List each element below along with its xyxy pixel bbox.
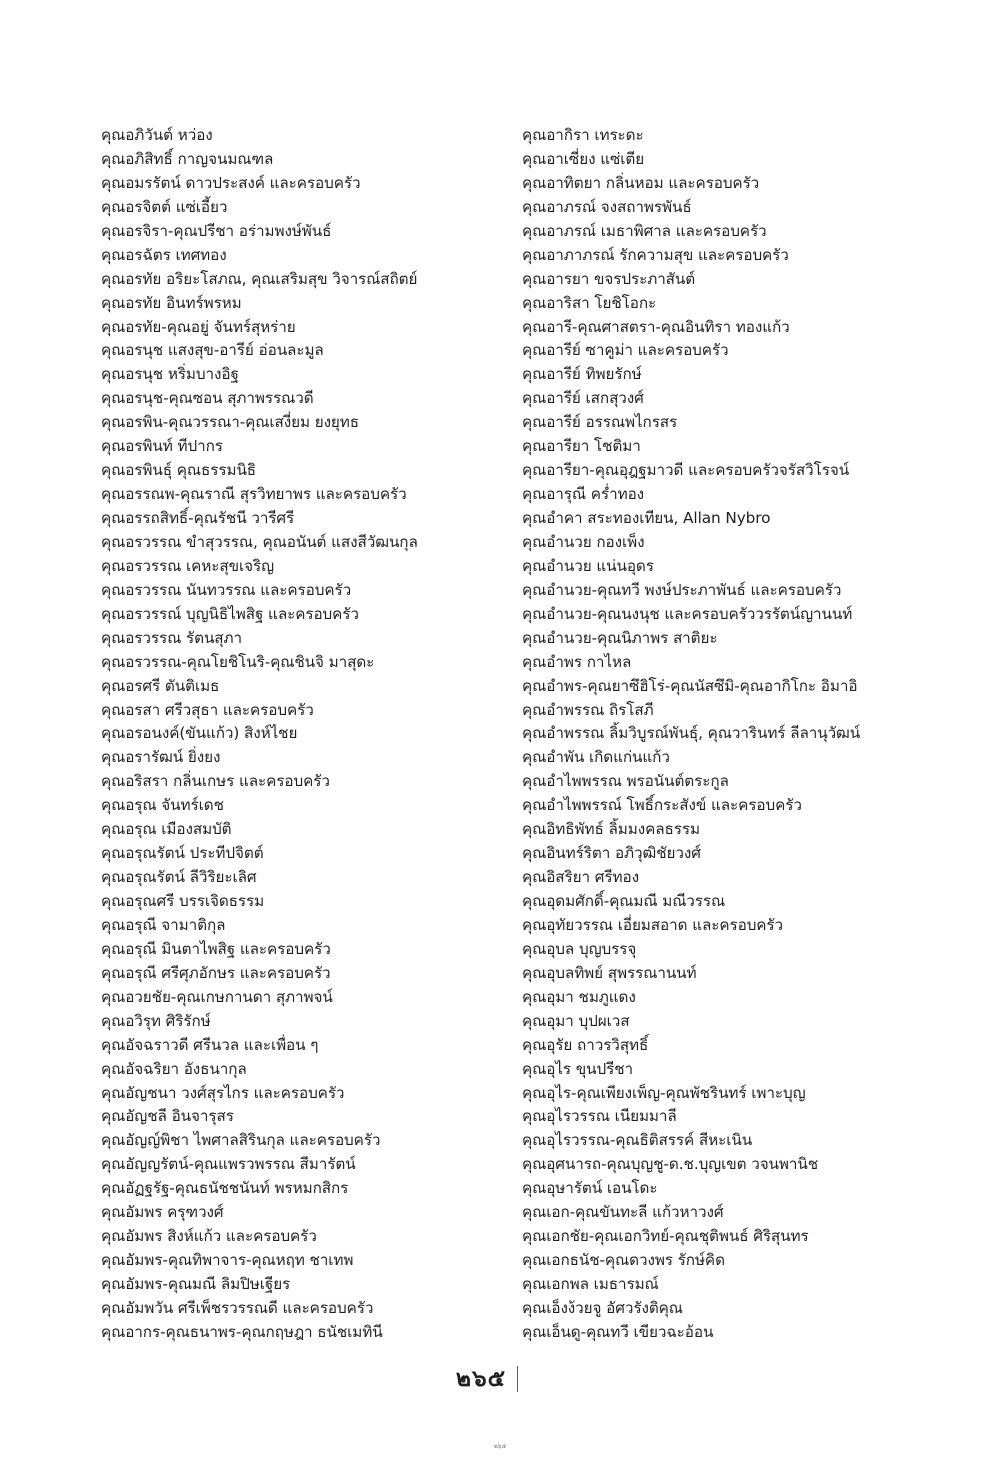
list-item: คุณอรุณ จันทร์เดช [101,796,224,815]
list-item: คุณอรุณี ศรีศุภอักษร และครอบครัว [101,963,331,982]
list-item: คุณอารียา-คุณอุฎฐมาวดี และครอบครัวจรัสวิโรจน์ [522,461,850,480]
list-item: คุณอาภาภรณ์ รักความสุข และครอบครัว [522,245,789,264]
list-item: คุณอรพินท์ ทีปากร [101,437,223,456]
list-item: คุณอภิวันต์ หว่อง [101,126,213,144]
list-item: คุณอำนวย-คุณนิภาพร สาติยะ [522,628,718,647]
list-item: คุณอรุณรัตน์ ประทีปจิตต์ [101,844,264,863]
list-item: คุณอำพัน เกิดแก่นแก้ว [522,748,670,767]
list-item: คุณเอก-คุณขันทะลี แก้วหาวงศ์ [522,1203,724,1222]
list-item: คุณอรนุช-คุณซอน สุภาพรรณวดี [101,389,314,408]
list-item: คุณเอ็งง้วยจู อัศวรังติคุณ [522,1298,683,1317]
list-item: คุณอภิสิทธิ์ กาญจนมณฑล [101,149,274,168]
list-item: คุณอรพินธุ์ คุณธรรมนิธิ [101,461,257,480]
list-item: คุณอารีย์ ซาคูม่า และครอบครัว [522,341,729,360]
list-item: คุณอุไร ขุนปรีชา [522,1059,633,1078]
list-item: คุณอุทัยวรรณ เอี่ยมสอาด และครอบครัว [522,915,784,934]
list-item: คุณอุไรวรรณ เนียมมาลี [522,1107,677,1126]
list-item: คุณอรุณศรี บรรเจิดธรรม [101,892,265,910]
page-number: ๒๖๕ [455,1366,506,1392]
list-item: คุณอำไพพรรณ พรอนันต์ตระกูล [522,772,729,791]
list-item: คุณอรวรรณ รัตนสุภา [101,628,243,647]
list-item: คุณอำนวย กองเพ็ง [522,532,645,551]
list-item: คุณอำนวย แน่นอุดร [522,556,654,575]
list-item: คุณอาภรณ์ เมธาพิศาล และครอบครัว [522,221,767,240]
list-item: คุณอัมพวัน ศรีเพ็ชรวรรณดี และครอบครัว [101,1298,374,1317]
list-item: คุณอัมพร ครุฑวงศ์ [101,1203,224,1222]
list-item: คุณอุไร-คุณเพียงเพ็ญ-คุณพัชรินทร์ เพาะบุญ [522,1083,806,1102]
list-item: คุณอิสริยา ศรีทอง [522,868,639,887]
left-name-list [101,124,501,1345]
list-item: คุณอากิรา เทระดะ [522,126,644,144]
list-item: คุณอุดมศักดิ์-คุณมณี มณีวรรณ [522,892,726,910]
list-item: คุณอำนวย-คุณนงนุช และครอบครัววรรัตน์ญานนท์ [522,604,853,623]
list-item: คุณอรรถสิทธิ์-คุณรัชนี วารีศรี [101,509,295,527]
list-item: คุณอำพร กาไหล [522,652,632,671]
list-item: คุณอารี-คุณศาสตรา-คุณอินทิรา ทองแก้ว [522,317,790,336]
list-item: คุณอรุณ เมืองสมบัติ [101,820,232,839]
list-item: คุณอำพรรณ ถิรโสภี [522,700,654,719]
list-item: คุณอรจิรา-คุณปรีชา อร่ามพงษ์พันธ์ [101,221,332,240]
right-name-list [522,124,962,1345]
list-item: คุณอุษารัตน์ เอนโดะ [522,1179,658,1198]
list-item: คุณอำคา สระทองเทียน, Allan Nybro [522,509,771,527]
page-number-divider [517,1366,518,1392]
footer-page-note: ๒๖๕ [493,1443,507,1450]
list-item: คุณอริสรา กลิ่นเกษร และครอบครัว [101,772,330,791]
list-item: คุณอรพิน-คุณวรรณา-คุณเสงี่ยม ยงยุทธ [101,413,360,432]
list-item: คุณอารีย์ อรรณพไกรสร [522,413,678,432]
list-item: คุณอรวรรณ-คุณโยชิโนริ-คุณชินจิ มาสุดะ [101,652,375,671]
list-item: คุณอาริสา โยชิโอกะ [522,293,657,312]
list-item: คุณอรศรี ตันติเมธ [101,676,220,695]
list-item: คุณอรทัย-คุณอยู่ จันทร์สุหร่าย [101,317,296,336]
list-item: คุณอรฉัตร เทศทอง [101,245,227,264]
list-item: คุณอัญญ์พิชา ไพศาลสิรินกุล และครอบครัว [101,1131,381,1150]
list-item: คุณอุบลทิพย์ สุพรรณานนท์ [522,963,697,982]
list-item: คุณอัญชลี อินจารุสร [101,1107,234,1126]
list-item: คุณอมรรัตน์ ดาวประสงค์ และครอบครัว [101,173,361,192]
list-item: คุณอารีย์ เสกสุวงศ์ [522,389,644,408]
list-item: คุณอาเซี่ยง แซ่เตีย [522,149,645,168]
list-item: คุณอัมพร-คุณทิพาจาร-คุณหฤท ชาเทพ [101,1251,354,1270]
list-item: คุณอวิรุท ศิริรักษ์ [101,1011,211,1030]
list-item: คุณอำไพพรรณ์ โพธิ์กระสังข์ และครอบครัว [522,796,802,815]
list-item: คุณอรนุช แสงสุข-อารีย์ อ่อนละมูล [101,341,324,360]
list-item: คุณอัจฉราวดี ศรีนวล และเพื่อน ๆ [101,1035,319,1054]
list-item: คุณอินทร์ริตา อภิวุฒิชัยวงศ์ [522,844,701,863]
list-item: คุณอำนวย-คุณทวี พงษ์ประภาพันธ์ และครอบครัว [522,580,842,599]
list-item: คุณอรจิตต์ แซ่เอี้ยว [101,197,228,216]
list-item: คุณอิทธิพัทธ์ ลิ้มมงคลธรรม [522,820,700,839]
list-item: คุณอุมา ชมภูแดง [522,987,636,1006]
list-item: คุณอัมพร สิงห์แก้ว และครอบครัว [101,1227,317,1246]
list-item: คุณอากร-คุณธนาพร-คุณกฤษฎา ธนัชเมทินี [101,1322,383,1341]
list-item: คุณอรวรรณ์ บุญนิธิไพสิฐ และครอบครัว [101,604,359,623]
list-item: คุณอรุณี มินตาไพสิฐ และครอบครัว [101,939,331,958]
list-item: คุณเอกธนัช-คุณดวงพร รักษ์คิด [522,1251,725,1270]
list-item: คุณอรุณี จามาติกุล [101,915,226,934]
list-item: คุณอุรัย ถาวรวิสุทธิ์ [522,1035,649,1054]
list-item: คุณอรารัฒน์ ยิ่งยง [101,748,221,767]
list-item: คุณอรวรรณ เคหะสุขเจริญ [101,556,274,575]
list-item: คุณอรุณรัตน์ ลีวิริยะเลิศ [101,868,257,887]
list-item: คุณเอกพล เมธารมณ์ [522,1275,659,1293]
list-item: คุณอรวรรณ นันทวรรณ และครอบครัว [101,580,352,599]
list-item: คุณเอ็นดู-คุณทวี เขียวฉะอ้อน [522,1322,714,1341]
list-item: คุณอารีย์ ทิพยรักษ์ [522,365,642,384]
list-item: คุณอำพร-คุณยาซึฮิโร่-คุณนัสซึมิ-คุณอากิโกะ อิมาอิ [522,676,858,695]
list-item: คุณอุมา บุปผเวส [522,1011,630,1030]
list-item: คุณอรรณพ-คุณราณี สุรวิทยาพร และครอบครัว [101,485,407,504]
list-item: คุณอารยา ขจรประภาสันต์ [522,269,696,288]
list-item: คุณอัจฉริยา อังธนากุล [101,1059,247,1078]
list-item: คุณอรสา ศรีวสุธา และครอบครัว [101,700,314,719]
list-item: คุณอรอนงค์(ขันแก้ว) สิงห์ไชย [101,724,298,743]
list-item: คุณอารุณี คร่ำทอง [522,485,645,504]
list-item: คุณอัญชนา วงศ์สุรไกร และครอบครัว [101,1083,345,1102]
list-item: คุณอัฏฐรัฐ-คุณธนัชชนันท์ พรหมกสิกร [101,1179,349,1198]
list-item: คุณเอกชัย-คุณเอกวิทย์-คุณชุติพนธ์ ศิริสุนทร [522,1227,809,1246]
list-item: คุณอัญญรัตน์-คุณแพรวพรรณ สีมารัตน์ [101,1155,356,1174]
list-item: คุณอวยชัย-คุณเกษกานดา สุภาพจน์ [101,987,333,1006]
list-item: คุณอุบล บุญบรรจุ [522,939,637,958]
list-item: คุณอาทิตยา กลิ่นหอม และครอบครัว [522,173,760,192]
list-item: คุณอำพรรณ ลิ้มวิบูรณ์พันธุ์, คุณวารินทร์ ลีลานุวัฒน์ [522,724,861,743]
list-item: คุณอรทัย อริยะโสภณ, คุณเสริมสุข วิจารณ์สถิตย์ [101,269,418,288]
list-item: คุณอาภรณ์ จงสถาพรพันธ์ [522,197,692,216]
list-item: คุณอุศนารถ-คุณบุญชู-ด.ช.บุญเขต วจนพานิช [522,1155,819,1174]
list-item: คุณอัมพร-คุณมณี ลิมปิษเฐียร [101,1275,291,1293]
list-item: คุณอรวรรณ ขำสุวรรณ, คุณอนันต์ แสงสีวัฒนกุล [101,532,418,551]
list-item: คุณอรทัย อินทร์พรหม [101,293,242,312]
list-item: คุณอุไรวรรณ-คุณธิติสรรค์ สีหะเนิน [522,1131,753,1150]
list-item: คุณอารียา โชติมา [522,437,641,456]
list-item: คุณอรนุช หริ่มบางอิฐ [101,365,239,384]
